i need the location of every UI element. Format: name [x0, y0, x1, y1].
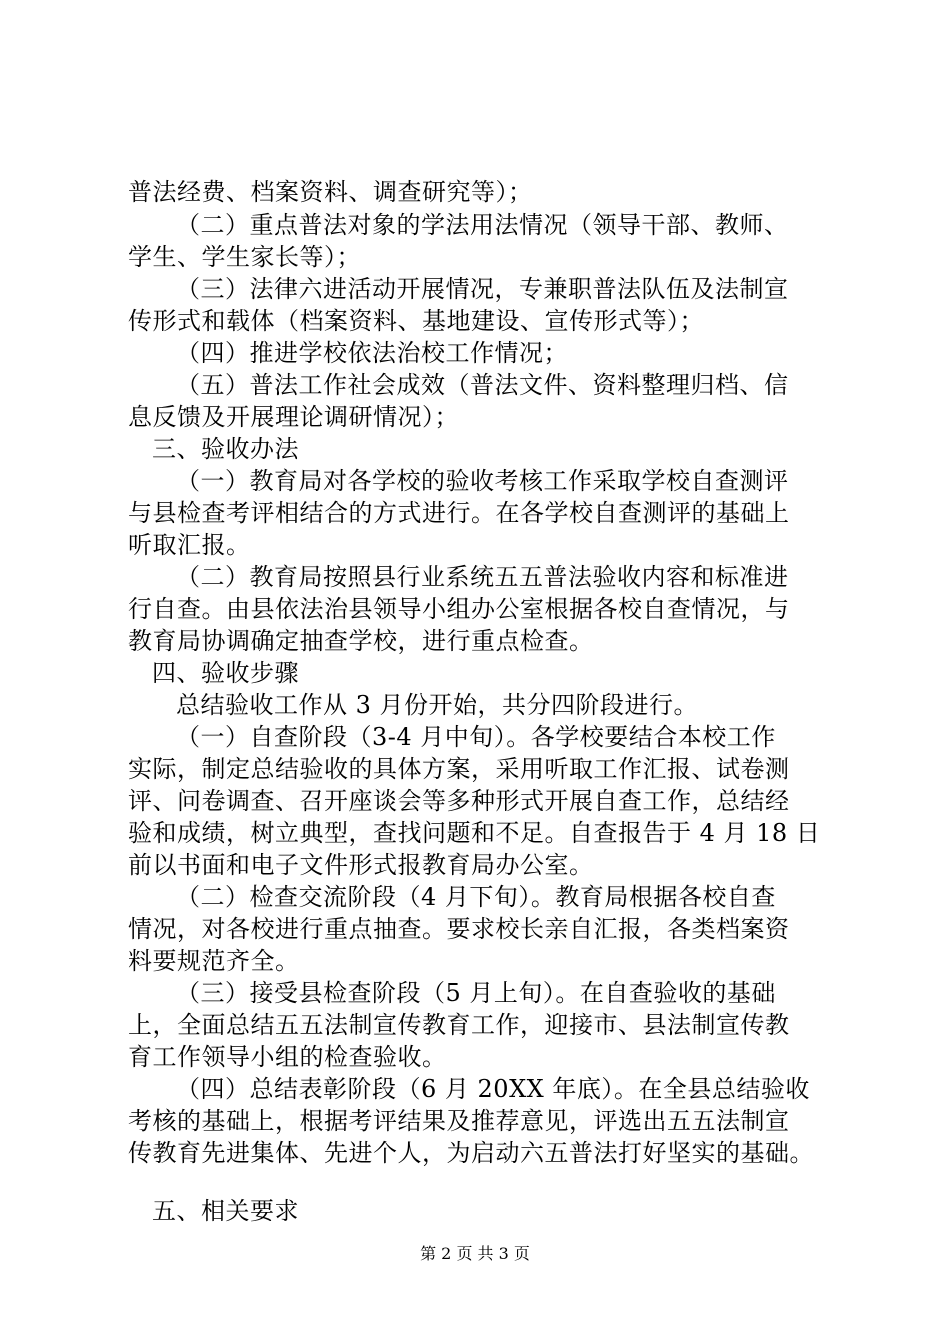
- body-line: 前以书面和电子文件形式报教育局办公室。: [128, 851, 594, 879]
- body-line: 传教育先进集体、先进个人，为启动六五普法打好坚实的基础。: [128, 1139, 814, 1167]
- body-line: 验和成绩，树立典型，查找问题和不足。自查报告于 4 月 18 日: [128, 819, 821, 847]
- body-line: 总结验收工作从 3 月份开始，共分四阶段进行。: [176, 691, 699, 719]
- body-line: （一）自查阶段（3-4 月中旬）。各学校要结合本校工作: [176, 723, 776, 751]
- body-line: （三）法律六进活动开展情况，专兼职普法队伍及法制宣: [176, 275, 789, 303]
- body-line: （二）教育局按照县行业系统五五普法验收内容和标准进: [176, 563, 789, 591]
- body-line: （二）检查交流阶段（4 月下旬）。教育局根据各校自查: [176, 883, 776, 911]
- page-number-footer: 第 2 页 共 3 页: [420, 1244, 530, 1263]
- body-line: 育工作领导小组的检查验收。: [128, 1043, 447, 1071]
- body-line: 听取汇报。: [128, 531, 251, 559]
- body-line: 上，全面总结五五法制宣传教育工作，迎接市、县法制宣传教: [128, 1011, 790, 1039]
- body-line: 息反馈及开展理论调研情况）；: [128, 403, 459, 431]
- body-line: （五）普法工作社会成效（普法文件、资料整理归档、信: [176, 371, 789, 399]
- body-line: （二）重点普法对象的学法用法情况（领导干部、教师、: [176, 211, 789, 239]
- body-line: 实际，制定总结验收的具体方案，采用听取工作汇报、试卷测: [128, 755, 790, 783]
- body-line: 情况，对各校进行重点抽查。要求校长亲自汇报，各类档案资: [128, 915, 790, 943]
- body-line: （一）教育局对各学校的验收考核工作采取学校自查测评: [176, 467, 789, 495]
- section-heading: 三、验收办法: [152, 435, 299, 463]
- body-line: 传形式和载体（档案资料、基地建设、宣传形式等）；: [128, 307, 704, 335]
- body-line: （四）总结表彰阶段（6 月 20XX 年底）。在全县总结验收: [176, 1075, 810, 1103]
- body-line: （三）接受县检查阶段（5 月上旬）。在自查验收的基础: [176, 979, 776, 1007]
- section-heading: 五、相关要求: [152, 1197, 299, 1225]
- body-line: 教育局协调确定抽查学校，进行重点检查。: [128, 627, 594, 655]
- body-line: 学生、学生家长等）；: [128, 243, 361, 271]
- section-heading: 四、验收步骤: [152, 659, 299, 687]
- body-line: 行自查。由县依法治县领导小组办公室根据各校自查情况，与: [128, 595, 790, 623]
- body-line: 与县检查考评相结合的方式进行。在各学校自查测评的基础上: [128, 499, 790, 527]
- body-line: 考核的基础上，根据考评结果及推荐意见，评选出五五法制宣: [128, 1107, 790, 1135]
- body-line: 普法经费、档案资料、调查研究等）；: [128, 178, 533, 206]
- body-line: （四）推进学校依法治校工作情况；: [176, 339, 568, 367]
- body-line: 评、问卷调查、召开座谈会等多种形式开展自查工作，总结经: [128, 787, 790, 815]
- body-line: 料要规范齐全。: [128, 947, 300, 975]
